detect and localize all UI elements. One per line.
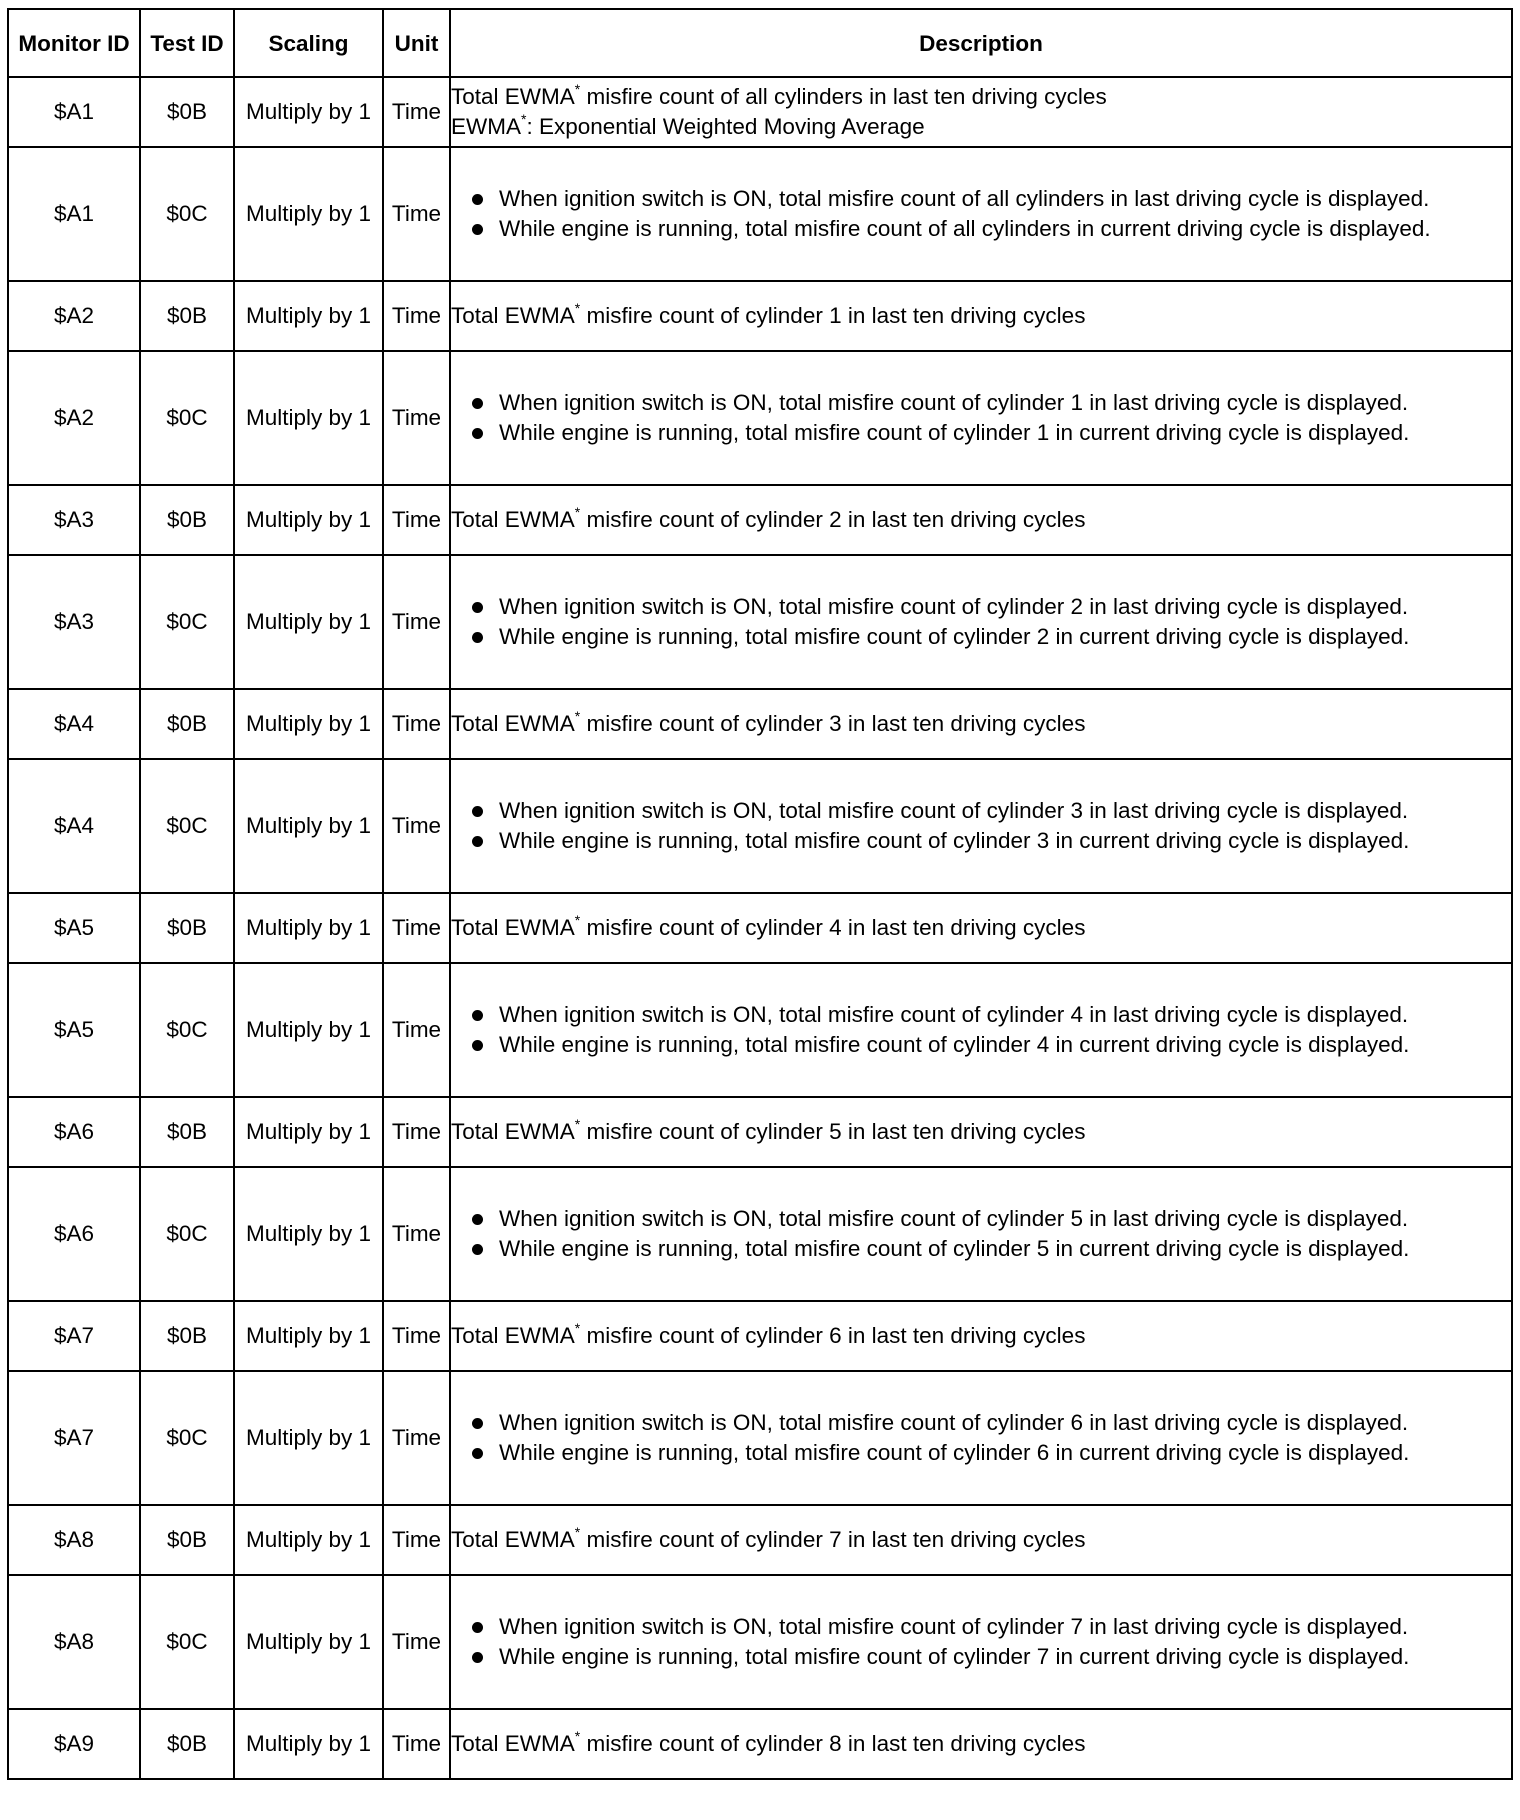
description-bullet: While engine is running, total misfire count of cylinder 7 in current driving cycle is displayed. bbox=[451, 1642, 1511, 1672]
monitor-id-cell: $A6 bbox=[8, 1167, 140, 1301]
table-row bbox=[8, 689, 1512, 759]
table-row bbox=[8, 555, 1512, 689]
description-bullet: When ignition switch is ON, total misfire count of cylinder 3 in last driving cycle is displayed. bbox=[451, 796, 1511, 826]
description-line: Total EWMA* misfire count of cylinder 4 in last ten driving cycles bbox=[451, 912, 1086, 940]
table-row bbox=[8, 485, 1512, 555]
unit-cell: Time bbox=[383, 963, 450, 1097]
description-bullet-list bbox=[451, 1204, 1511, 1264]
unit-cell: Time bbox=[383, 147, 450, 281]
monitor-id-cell: $A5 bbox=[8, 963, 140, 1097]
description-cell bbox=[450, 485, 1512, 555]
description-line: Total EWMA* misfire count of cylinder 8 in last ten driving cycles bbox=[451, 1728, 1086, 1756]
unit-cell: Time bbox=[383, 893, 450, 963]
unit-cell: Time bbox=[383, 77, 450, 147]
table-row bbox=[8, 351, 1512, 485]
description-bullet: When ignition switch is ON, total misfire count of cylinder 6 in last driving cycle is displayed. bbox=[451, 1408, 1511, 1438]
monitor-id-cell: $A6 bbox=[8, 1097, 140, 1167]
test-id-cell: $0B bbox=[140, 281, 234, 351]
monitor-id-cell: $A8 bbox=[8, 1575, 140, 1709]
test-id-cell: $0B bbox=[140, 893, 234, 963]
test-id-cell: $0C bbox=[140, 759, 234, 893]
table-row bbox=[8, 759, 1512, 893]
scaling-cell: Multiply by 1 bbox=[234, 485, 383, 555]
table-row bbox=[8, 281, 1512, 351]
table-row bbox=[8, 1371, 1512, 1505]
description-cell bbox=[450, 1505, 1512, 1575]
header-scaling: Scaling bbox=[234, 9, 383, 77]
description-bullet-list bbox=[451, 1408, 1511, 1468]
unit-cell: Time bbox=[383, 485, 450, 555]
scaling-cell: Multiply by 1 bbox=[234, 351, 383, 485]
monitor-id-cell: $A3 bbox=[8, 485, 140, 555]
description-cell bbox=[450, 1301, 1512, 1371]
table-body bbox=[8, 77, 1512, 1779]
monitor-id-cell: $A4 bbox=[8, 689, 140, 759]
test-id-cell: $0B bbox=[140, 1301, 234, 1371]
description-cell bbox=[450, 963, 1512, 1097]
monitor-id-cell: $A1 bbox=[8, 77, 140, 147]
test-id-cell: $0B bbox=[140, 689, 234, 759]
description-bullet: When ignition switch is ON, total misfire count of cylinder 2 in last driving cycle is displayed. bbox=[451, 592, 1511, 622]
description-cell bbox=[450, 1709, 1512, 1779]
description-bullet: While engine is running, total misfire count of cylinder 6 in current driving cycle is displayed. bbox=[451, 1438, 1511, 1468]
scaling-cell: Multiply by 1 bbox=[234, 1097, 383, 1167]
description-bullet: While engine is running, total misfire count of cylinder 2 in current driving cycle is displayed. bbox=[451, 622, 1511, 652]
scaling-cell: Multiply by 1 bbox=[234, 1575, 383, 1709]
test-id-cell: $0B bbox=[140, 1097, 234, 1167]
table-row bbox=[8, 963, 1512, 1097]
description-line: Total EWMA* misfire count of cylinder 5 in last ten driving cycles bbox=[451, 1116, 1086, 1144]
scaling-cell: Multiply by 1 bbox=[234, 1301, 383, 1371]
header-monitor-id: Monitor ID bbox=[8, 9, 140, 77]
header-description: Description bbox=[450, 9, 1512, 77]
scaling-cell: Multiply by 1 bbox=[234, 281, 383, 351]
header-row bbox=[8, 9, 1512, 77]
description-bullet: When ignition switch is ON, total misfire count of cylinder 7 in last driving cycle is displayed. bbox=[451, 1612, 1511, 1642]
description-cell bbox=[450, 759, 1512, 893]
test-id-cell: $0C bbox=[140, 351, 234, 485]
test-id-cell: $0C bbox=[140, 1371, 234, 1505]
table-row bbox=[8, 1301, 1512, 1371]
monitor-id-cell: $A7 bbox=[8, 1301, 140, 1371]
description-bullet-list bbox=[451, 1000, 1511, 1060]
description-cell bbox=[450, 77, 1512, 147]
table-row bbox=[8, 1505, 1512, 1575]
monitor-id-cell: $A5 bbox=[8, 893, 140, 963]
description-bullet: While engine is running, total misfire count of cylinder 4 in current driving cycle is displayed. bbox=[451, 1030, 1511, 1060]
table-row bbox=[8, 893, 1512, 963]
scaling-cell: Multiply by 1 bbox=[234, 1167, 383, 1301]
unit-cell: Time bbox=[383, 689, 450, 759]
header-unit: Unit bbox=[383, 9, 450, 77]
description-bullet: While engine is running, total misfire count of cylinder 5 in current driving cycle is displayed. bbox=[451, 1234, 1511, 1264]
description-cell bbox=[450, 351, 1512, 485]
description-bullet-list bbox=[451, 592, 1511, 652]
description-cell bbox=[450, 147, 1512, 281]
description-cell bbox=[450, 689, 1512, 759]
test-id-cell: $0C bbox=[140, 1167, 234, 1301]
test-id-cell: $0B bbox=[140, 1505, 234, 1575]
monitor-id-cell: $A4 bbox=[8, 759, 140, 893]
test-id-cell: $0C bbox=[140, 555, 234, 689]
unit-cell: Time bbox=[383, 1575, 450, 1709]
scaling-cell: Multiply by 1 bbox=[234, 555, 383, 689]
monitor-id-cell: $A2 bbox=[8, 351, 140, 485]
unit-cell: Time bbox=[383, 1167, 450, 1301]
description-bullet-list bbox=[451, 1612, 1511, 1672]
test-id-cell: $0C bbox=[140, 147, 234, 281]
scaling-cell: Multiply by 1 bbox=[234, 893, 383, 963]
test-id-cell: $0B bbox=[140, 485, 234, 555]
unit-cell: Time bbox=[383, 1301, 450, 1371]
monitor-id-cell: $A7 bbox=[8, 1371, 140, 1505]
monitor-id-cell: $A2 bbox=[8, 281, 140, 351]
table-row bbox=[8, 1709, 1512, 1779]
scaling-cell: Multiply by 1 bbox=[234, 963, 383, 1097]
description-cell bbox=[450, 1575, 1512, 1709]
description-line: Total EWMA* misfire count of cylinder 1 in last ten driving cycles bbox=[451, 300, 1086, 328]
scaling-cell: Multiply by 1 bbox=[234, 77, 383, 147]
monitor-id-cell: $A9 bbox=[8, 1709, 140, 1779]
table-row bbox=[8, 77, 1512, 147]
unit-cell: Time bbox=[383, 555, 450, 689]
description-bullet-list bbox=[451, 388, 1511, 448]
unit-cell: Time bbox=[383, 1371, 450, 1505]
description-cell bbox=[450, 1167, 1512, 1301]
test-id-cell: $0C bbox=[140, 963, 234, 1097]
page bbox=[7, 8, 1513, 1780]
scaling-cell: Multiply by 1 bbox=[234, 1505, 383, 1575]
description-bullet: While engine is running, total misfire count of cylinder 1 in current driving cycle is displayed. bbox=[451, 418, 1511, 448]
table-row bbox=[8, 147, 1512, 281]
monitor-id-cell: $A8 bbox=[8, 1505, 140, 1575]
scaling-cell: Multiply by 1 bbox=[234, 689, 383, 759]
description-bullet: When ignition switch is ON, total misfire count of cylinder 5 in last driving cycle is displayed. bbox=[451, 1204, 1511, 1234]
description-line: Total EWMA* misfire count of cylinder 2 in last ten driving cycles bbox=[451, 504, 1086, 532]
table-row bbox=[8, 1097, 1512, 1167]
description-bullet: While engine is running, total misfire count of all cylinders in current driving cycle is displayed. bbox=[451, 214, 1511, 244]
monitor-id-cell: $A1 bbox=[8, 147, 140, 281]
description-bullet-list bbox=[451, 184, 1511, 244]
description-line: Total EWMA* misfire count of all cylinders in last ten driving cycles bbox=[451, 81, 1107, 109]
header-test-id: Test ID bbox=[140, 9, 234, 77]
table-row bbox=[8, 1167, 1512, 1301]
description-cell bbox=[450, 555, 1512, 689]
description-cell bbox=[450, 281, 1512, 351]
description-bullet: When ignition switch is ON, total misfire count of cylinder 1 in last driving cycle is displayed. bbox=[451, 388, 1511, 418]
unit-cell: Time bbox=[383, 759, 450, 893]
test-id-cell: $0B bbox=[140, 77, 234, 147]
description-cell bbox=[450, 1097, 1512, 1167]
description-cell bbox=[450, 893, 1512, 963]
unit-cell: Time bbox=[383, 351, 450, 485]
unit-cell: Time bbox=[383, 281, 450, 351]
description-bullet: When ignition switch is ON, total misfire count of cylinder 4 in last driving cycle is displayed. bbox=[451, 1000, 1511, 1030]
description-bullet-list bbox=[451, 796, 1511, 856]
scaling-cell: Multiply by 1 bbox=[234, 1709, 383, 1779]
obd-monitor-table bbox=[7, 8, 1513, 1780]
unit-cell: Time bbox=[383, 1097, 450, 1167]
description-cell bbox=[450, 1371, 1512, 1505]
monitor-id-cell: $A3 bbox=[8, 555, 140, 689]
description-line: Total EWMA* misfire count of cylinder 3 in last ten driving cycles bbox=[451, 708, 1086, 736]
description-bullet: While engine is running, total misfire count of cylinder 3 in current driving cycle is displayed. bbox=[451, 826, 1511, 856]
table-row bbox=[8, 1575, 1512, 1709]
description-line: Total EWMA* misfire count of cylinder 6 in last ten driving cycles bbox=[451, 1320, 1086, 1348]
description-line: Total EWMA* misfire count of cylinder 7 in last ten driving cycles bbox=[451, 1524, 1086, 1552]
test-id-cell: $0C bbox=[140, 1575, 234, 1709]
scaling-cell: Multiply by 1 bbox=[234, 759, 383, 893]
unit-cell: Time bbox=[383, 1505, 450, 1575]
scaling-cell: Multiply by 1 bbox=[234, 1371, 383, 1505]
unit-cell: Time bbox=[383, 1709, 450, 1779]
description-bullet: When ignition switch is ON, total misfire count of all cylinders in last driving cycle is displayed. bbox=[451, 184, 1511, 214]
test-id-cell: $0B bbox=[140, 1709, 234, 1779]
description-line: EWMA*: Exponential Weighted Moving Average bbox=[451, 111, 925, 139]
scaling-cell: Multiply by 1 bbox=[234, 147, 383, 281]
